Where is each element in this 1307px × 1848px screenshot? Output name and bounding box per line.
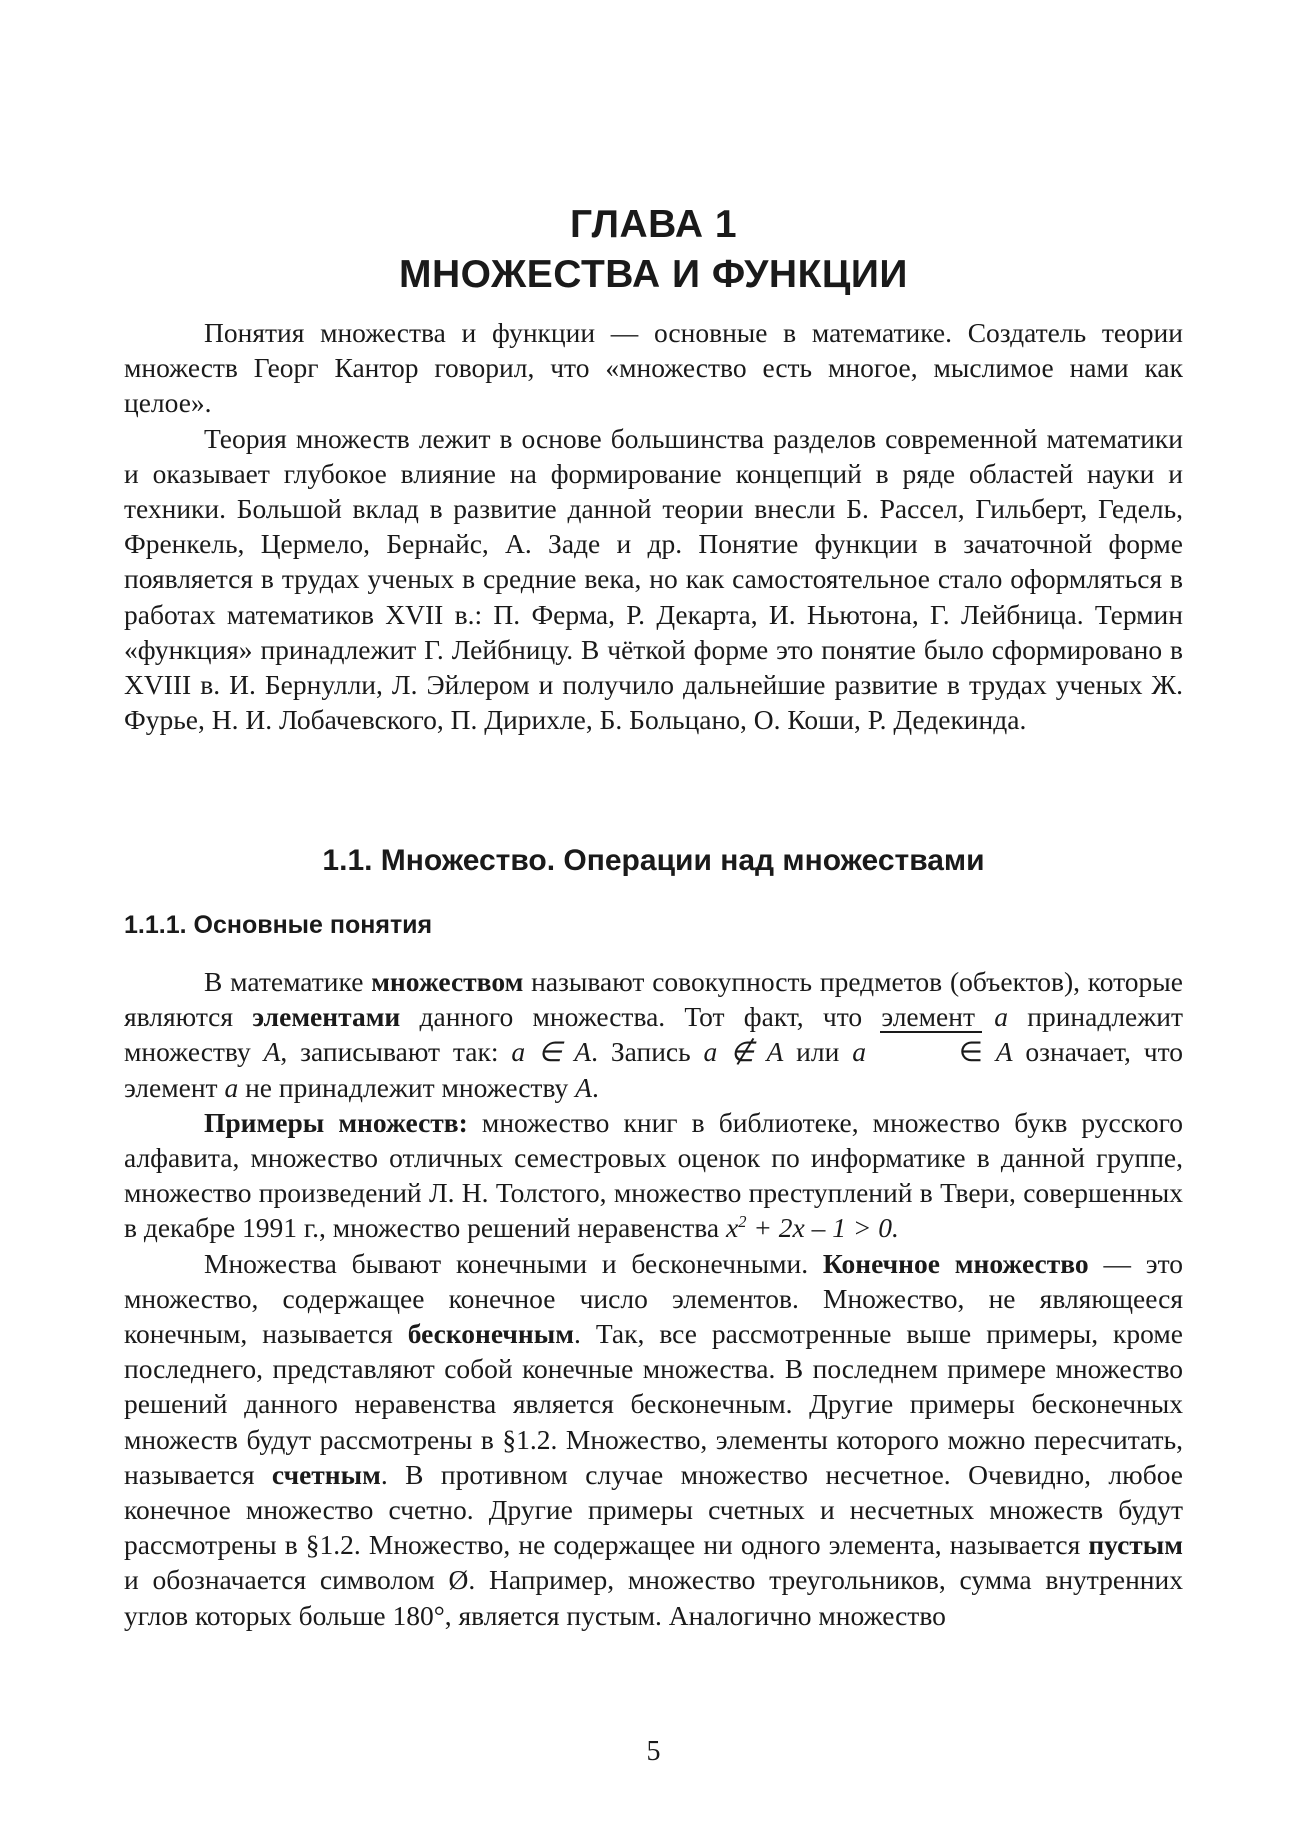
chapter-heading	[0, 200, 1307, 300]
formula-inequality: $x^2 + 2x - 1 > 0$.	[725, 1212, 899, 1244]
subsection-heading: 1.1.1. Основные понятия	[124, 911, 433, 939]
chapter-number: ГЛАВА 1	[569, 203, 738, 246]
term-infinite: бесконечным	[407, 1318, 574, 1350]
section-heading: 1.1. Множество. Операции над множествами	[322, 844, 985, 877]
body-paragraph-1: В математике множеством называют совокупность предметов (объектов), которые являются элементами данного множества. Тот факт, что элемент a принадлежит множеству A, записывают так: a ∈ A. Запись a ∉ A или a ∈ A означает, что элемент a не принадлежит множеству A.	[124, 966, 1183, 1103]
body-paragraph-3: Множества бывают конечными и бесконечными. Конечное множество — это множество, содержащее конечное число элементов. Множество, не являющееся конечным, называется бесконечным. Так, все рассмотренные выше примеры, кроме последнего, представляют собой конечные множества. В последнем примере множество решений данного неравенства является бесконечным. Другие примеры бесконечных множеств будут рассмотрены в §1.2. Множество, элементы которого можно пересчитать, называется счетным. В противном случае множество несчетное. Очевидно, любое конечное множество счетно. Другие примеры счетных и несчетных множеств будут рассмотрены в §1.2. Множество, не содержащее ни одного элемента, называется пустым и обозначается символом Ø. Например, множество треугольников, сумма внутренних углов которых больше 180°, является пустым. Аналогично множество	[124, 1247, 1184, 1631]
term-empty: пустым	[1088, 1529, 1183, 1561]
formula-not-in-bar: ∈	[879, 1034, 983, 1069]
term-countable: счетным	[271, 1458, 381, 1490]
term-elements: элементами	[252, 1001, 401, 1033]
intro-paragraph-2: Теория множеств лежит в основе большинства разделов современной математики и оказывает глубокое влияние на формирование концепций в ряде областей науки и техники. Большой вклад в развитие данной теории внесли Б. Рассел, Гильберт, Гедель, Френкель, Цермело, Бернайс, А. Заде и др. Понятие функции в зачаточной форме появляется в трудах ученых в средние века, но как самостоятельное стало оформляться в работах математиков XVII в.: П. Ферма, Р. Декарта, И. Ньютона, Г. Лейбница. Термин «функция» принадлежит Г. Лейбницу. В чёткой форме это понятие было сформировано в XVIII в. И. Бернулли, Л. Эйлером и получило дальнейшие развитие в трудах ученых Ж. Фурье, Н. И. Лобачевского, П. Дирихле, Б. Больцано, О. Коши, Р. Дедекинда.	[124, 422, 1183, 736]
page-number: 5	[646, 1736, 661, 1767]
term-examples: Примеры множеств:	[204, 1106, 468, 1138]
formula-in: a ∈ A	[511, 1036, 592, 1068]
chapter-title: МНОЖЕСТВА И ФУНКЦИИ	[399, 253, 908, 296]
intro-text	[124, 315, 1183, 737]
intro-paragraph-1: Понятия множества и функции — основные в математике. Создатель теории множеств Георг Кантор говорил, что «множество есть многое, мыслимое нами как целое».	[124, 317, 1183, 419]
formula-not-in: a ∉ A	[703, 1036, 784, 1068]
term-set: множеством	[371, 966, 524, 997]
body-text	[124, 964, 1183, 1633]
body-paragraph-2: Примеры множеств: множество книг в библиотеке, множество букв русского алфавита, множество отличных семестровых оценок по информатике в данной группе, множество произведений Л. Н. Толстого, множество преступлений в Твери, совершенных в декабре 1991 г., множество решений неравенства $x^2 + 2x - 1 > 0$.	[124, 1106, 1184, 1244]
term-finite-set: Конечное множество	[822, 1247, 1089, 1279]
